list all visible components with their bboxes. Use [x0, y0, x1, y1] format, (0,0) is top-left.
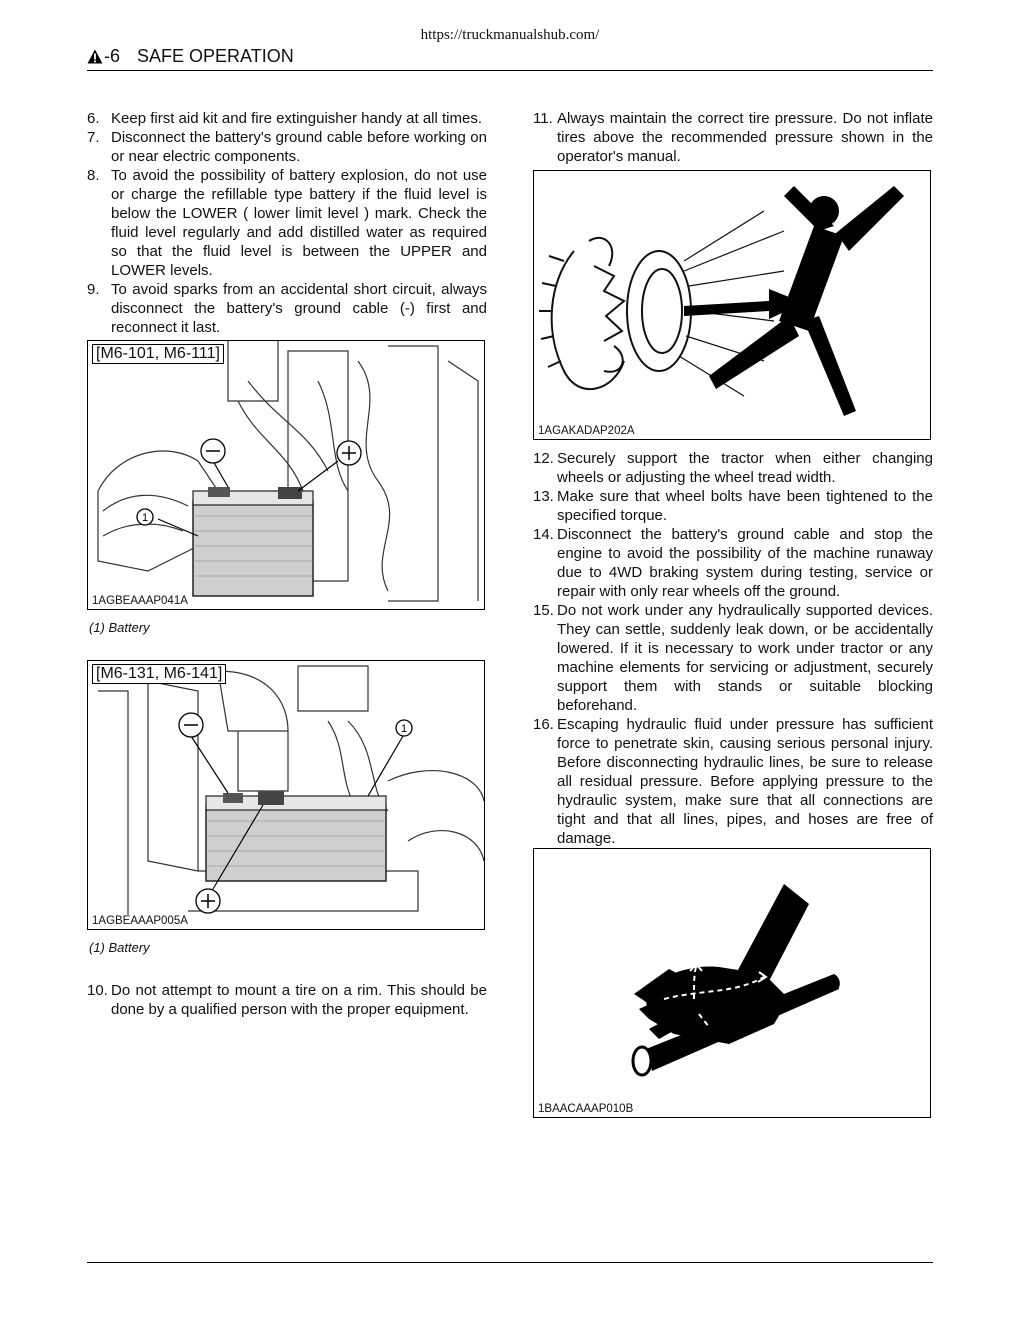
- list-item: [533, 487, 933, 525]
- figure-id: 1AGBEAAAP005A: [92, 915, 188, 927]
- right-item-list-1: [533, 109, 933, 166]
- left-item-list-2: [87, 981, 487, 1019]
- list-item: [87, 128, 487, 166]
- right-column: [533, 109, 933, 1118]
- page-number: -6: [104, 45, 121, 66]
- figure-caption: (1) Battery: [89, 940, 150, 955]
- item-text: To avoid sparks from an accidental short circuit, always disconnect the battery's ground cable (-) first and reconnect it last.: [111, 281, 487, 336]
- figure-id: 1AGAKADAP202A: [538, 425, 635, 437]
- tire-explosion-illustration: [534, 171, 930, 439]
- item-text: Escaping hydraulic fluid under pressure has sufficient force to penetrate skin, causing serious personal injury. Before disconnecting hydraulic lines, be sure to release all residual pressure. Before applying pressure to the hydraulic system, make sure that all connections are tight and that all lines, pipes, and hoses are free of damage.: [557, 716, 933, 847]
- source-url[interactable]: https://truckmanualshub.com/: [420, 27, 600, 43]
- item-text: Always maintain the correct tire pressure. Do not inflate tires above the recommended pressure shown in the operator's manual.: [557, 110, 933, 165]
- item-number: 14.: [533, 526, 554, 543]
- item-text: To avoid the possibility of battery explosion, do not use or charge the refillable type battery if the fluid level is below the LOWER ( lower limit level ) mark. Check the fluid level regularly and add distilled water as required so that the fluid level is between the UPPER and LOWER levels.: [111, 167, 487, 279]
- warning-triangle-icon: [87, 49, 103, 64]
- figure-id: 1AGBEAAAP041A: [92, 595, 188, 607]
- item-text: Do not attempt to mount a tire on a rim. This should be done by a qualified person with the proper equipment.: [111, 982, 487, 1018]
- tire-explosion-figure: [533, 170, 931, 440]
- footer-rule: [87, 1262, 933, 1263]
- svg-text:1: 1: [142, 512, 149, 524]
- right-item-list-2: [533, 449, 933, 848]
- item-text: Make sure that wheel bolts have been tightened to the specified torque.: [557, 488, 933, 524]
- item-number: 10.: [87, 982, 108, 999]
- list-item: [87, 166, 487, 280]
- list-item: [533, 525, 933, 601]
- model-tag: [M6-101, M6-111]: [92, 344, 224, 364]
- section-title: SAFE OPERATION: [137, 45, 294, 66]
- item-number: 7.: [87, 129, 100, 146]
- model-tag: [M6-131, M6-141]: [92, 664, 226, 684]
- list-item: [533, 109, 933, 166]
- item-text: Do not work under any hydraulically supported devices. They can settle, suddenly leak down, or be accidentally lowered. If it is necessary to work under tractor or any machine elements for servicing or adjustment, securely support them with stands or suitable blocking beforehand.: [557, 602, 933, 714]
- item-text: Keep first aid kit and fire extinguisher handy at all times.: [111, 110, 483, 127]
- left-column: [87, 109, 487, 1019]
- list-item: [533, 715, 933, 848]
- item-number: 13.: [533, 488, 554, 505]
- item-number: 12.: [533, 450, 554, 467]
- list-item: [533, 601, 933, 715]
- hydraulic-fluid-figure: [533, 848, 931, 1118]
- item-number: 9.: [87, 281, 100, 298]
- battery-figure-2: [87, 660, 485, 930]
- hydraulic-injury-illustration: [534, 849, 930, 1117]
- list-item: [87, 280, 487, 337]
- battery-illustration-2: [88, 661, 484, 929]
- item-text: Disconnect the battery's ground cable and stop the engine to avoid the possibility of the machine runaway due to 4WD braking system during testing, service or repair with only rear wheels off the ground.: [557, 526, 933, 600]
- list-item: [87, 981, 487, 1019]
- battery-illustration-1: [88, 341, 484, 609]
- item-number: 8.: [87, 167, 100, 184]
- page-header: [87, 42, 933, 71]
- svg-text:1: 1: [401, 723, 408, 735]
- figure-id: 1BAACAAAP010B: [538, 1103, 634, 1115]
- item-text: Securely support the tractor when either changing wheels or adjusting the wheel tread width.: [557, 450, 933, 486]
- figure-caption: (1) Battery: [89, 620, 150, 635]
- item-number: 11.: [533, 110, 553, 127]
- list-item: [533, 449, 933, 487]
- left-item-list: [87, 109, 487, 337]
- item-number: 6.: [87, 110, 100, 127]
- item-text: Disconnect the battery's ground cable before working on or near electric components.: [111, 129, 487, 165]
- item-number: 16.: [533, 716, 554, 733]
- list-item: [87, 109, 487, 128]
- battery-figure-1: [87, 340, 485, 610]
- item-number: 15.: [533, 602, 554, 619]
